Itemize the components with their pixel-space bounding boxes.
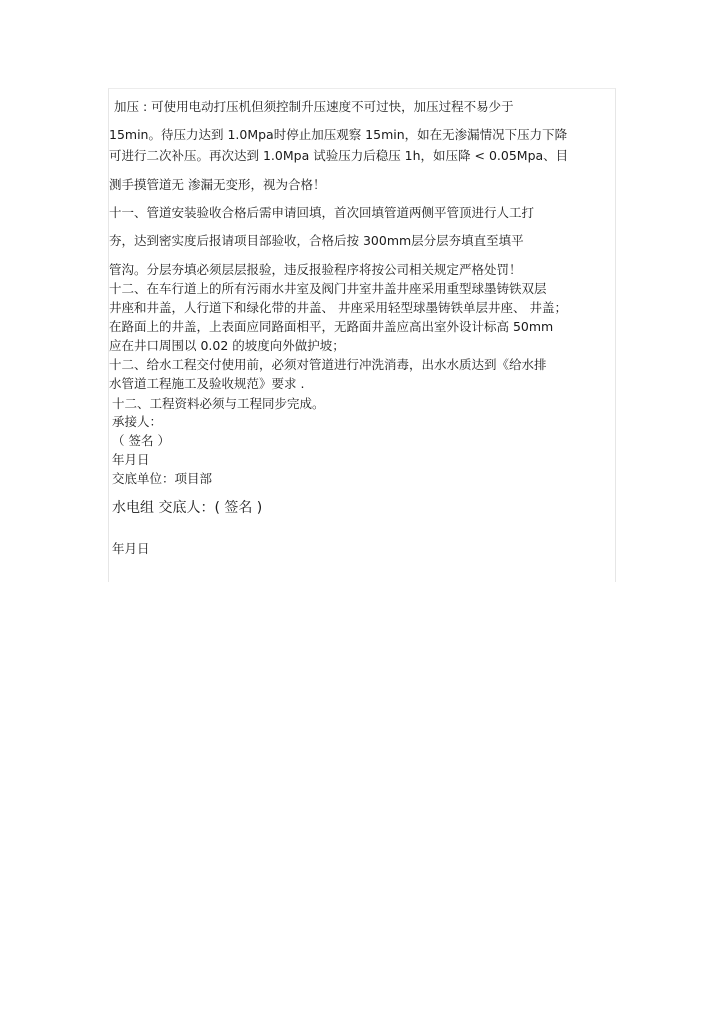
text-line-5: 十一、管道安装验收合格后需申请回填，首次回填管道两侧平管顶进行人工打: [109, 205, 535, 220]
text-line-13: 水管道工程施工及验收规范》要求 .: [109, 376, 305, 391]
text-line-11: 应在井口周围以 0.02 的坡度向外做护坡；: [109, 338, 345, 353]
text-line-14: 十二、工程资料必须与工程同步完成。: [112, 396, 325, 411]
text-line-15: 承接人：: [112, 414, 163, 429]
text-line-19: 水电组 交底人：( 签名 ): [112, 500, 263, 516]
text-line-20: 年月日: [112, 541, 150, 556]
text-line-18: 交底单位：项目部: [112, 471, 213, 486]
text-line-16: （ 签名 ）: [112, 433, 170, 448]
text-line-2: 15min。待压力达到 1.0Mpa时停止加压观察 15min，如在无渗漏情况下压力下降: [109, 127, 568, 142]
text-line-9: 井座和井盖，人行道下和绿化带的井盖、 井座采用轻型球墨铸铁单层井座、 井盖；: [109, 300, 567, 315]
text-line-6: 夯，达到密实度后报请项目部验收，合格后按 300mm层分层夯填直至填平: [109, 233, 524, 248]
text-line-3: 可进行二次补压。再次达到 1.0Mpa 试验压力后稳压 1h，如压降 < 0.05Mpa、目: [109, 148, 569, 163]
text-line-10: 在路面上的井盖，上表面应同路面相平，无路面井盖应高出室外设计标高 50mm: [109, 319, 554, 334]
text-line-4: 测手摸管道无 渗漏无变形，视为合格！: [109, 177, 326, 192]
text-line-8: 十二、在车行道上的所有污雨水井室及阀门井室井盖井座采用重型球墨铸铁双层: [109, 281, 547, 296]
text-line-12: 十二、给水工程交付使用前，必须对管道进行冲洗消毒，出水水质达到《给水排: [109, 357, 547, 372]
text-line-17: 年月日: [112, 452, 150, 467]
text-line-1: 加压 : 可使用电动打压机但须控制升压速度不可过快，加压过程不易少于: [114, 99, 514, 114]
text-line-7: 管沟。分层夯填必须层层报验，违反报验程序将按公司相关规定严格处罚！: [109, 262, 522, 277]
